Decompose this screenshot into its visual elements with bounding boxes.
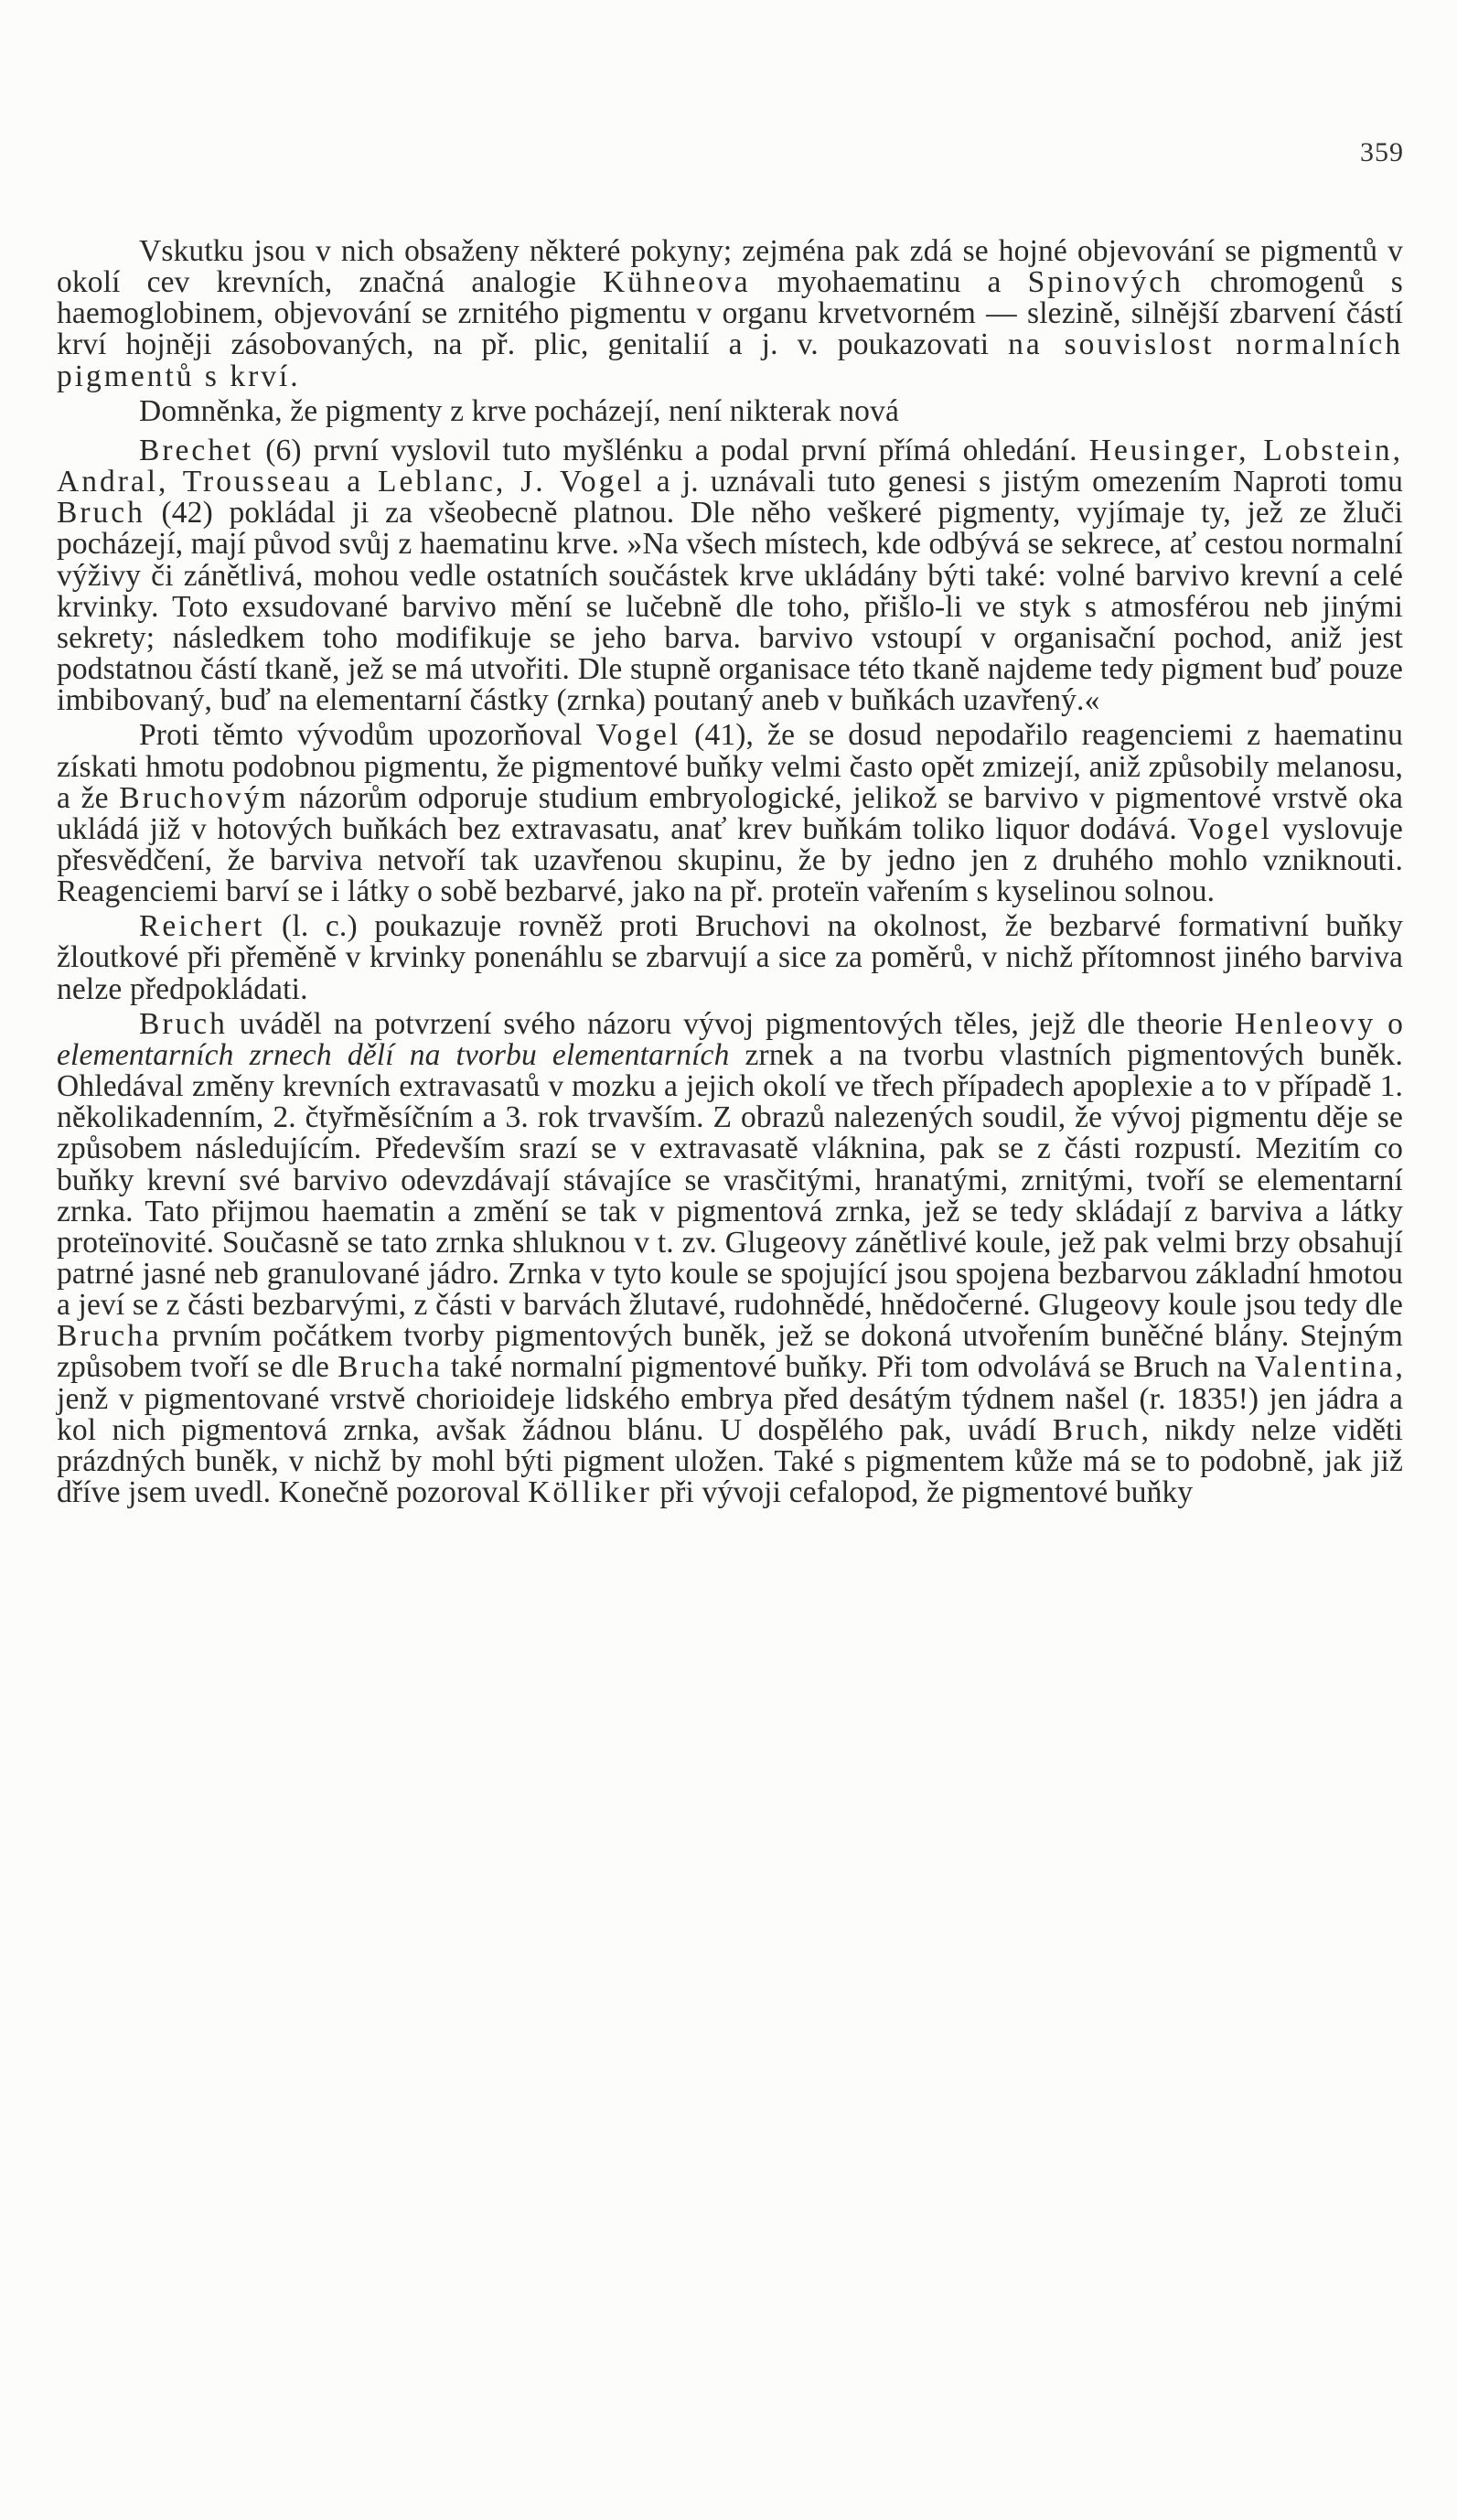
text-run: Vskutku jsou v nich obsaženy některé pokyny; zejména pak zdá se hojné objevování se pigmentů v okolí cev krevních, značná analogie <box>57 234 1403 300</box>
text-run: myohaematinu a <box>750 265 1028 300</box>
text-run: (41), že se dosud nepodařilo reagenciemi z haematinu získati hmotu podobnou pigmentu, že pigmentové buňky velmi často opět zmizejí, aniž způsobily melanosu, a že <box>57 718 1403 815</box>
text-run: o <box>1376 1006 1403 1041</box>
author-name: Brucha <box>57 1319 162 1354</box>
author-name: Henleovy <box>1234 1006 1377 1041</box>
page-number: 359 <box>1360 137 1404 167</box>
paragraph-1 <box>57 236 1403 392</box>
text-run: prvním počátkem tvorby pigmentových buněk, jež se dokoná utvořením buněčné blány. Stejným způsobem tvoří se dle <box>57 1319 1403 1385</box>
text-run: uváděl na potvrzení svého názoru vývoj pigmentových těles, jejž dle theorie <box>227 1006 1235 1041</box>
author-name: Bruchovým <box>119 780 289 815</box>
text-run: vyslovuje přesvědčení, že barviva netvoří tak uzavřenou skupinu, že by jedno jen z druhého mohlo vzniknouti. Reagenciemi barví se i látky o sobě bezbarvé, jako na př. proteïn vařením s kyselinou solnou. <box>57 811 1404 909</box>
paragraph-4 <box>57 720 1403 907</box>
author-name: Brechet <box>139 433 254 467</box>
text-run: při vývoji cefalopod, že pigmentové buňky <box>651 1475 1194 1510</box>
author-name: Spinových <box>1027 265 1184 300</box>
author-name: Reichert <box>139 909 265 944</box>
paragraph-2: Domněnka, že pigmenty z krve pocházejí, není nikterak nová <box>139 393 900 428</box>
text-run: zrnek a na tvorbu vlastních pigmentových buněk. Ohledával změny krevních extravasatů v mozku a jejich okolí ve třech případech apoplexie a to v případě 1. několikadenním, 2. čtyřměsíčním a 3. rok trvavším. Z obrazů nalezených soudil, že vývoj pigmentu děje se způsobem následujícím. Především srazí se v extravasatě vláknina, pak se z části rozpustí. Mezitím co buňky krevní své barvivo odevzdávají stávajíce se vrasčitými, hranatými, zrnitými, tvoří se elementarní zrnka. Tato přijmou haematin a změní se tak v pigmentová zrnka, jež se tedy skládají z barviva a látky proteïnovité. Současně se tato zrnka shluknou v t. zv. Glugeovy zánětlivé koule, jež pak velmi brzy obsahují patrné jasné neb granulované jádro. Zrnka v tyto koule se spojující jsou spojena bezbarvou základní hmotou a jeví se z části bezbarvými, z části v barvách žlutavé, rudohnědé, hnědočerné. Glugeovy koule jsou tedy dle <box>57 1037 1403 1323</box>
text-run: (l. c.) poukazuje rovněž proti Bruchovi na okolnost, že bezbarvé formativní buňky žloutkové při přeměně v krvinky ponenáhlu se zbarvují a sice za poměrů, v nichž přítomnost jiného barviva nelze předpokládati. <box>57 909 1403 1006</box>
author-name: Kölliker <box>528 1475 652 1510</box>
body-text <box>57 236 1403 1508</box>
paragraph-3 <box>57 435 1403 716</box>
author-name: Bruch <box>57 496 145 531</box>
paragraph-6 <box>57 1006 1404 1510</box>
author-name: Bruch <box>1052 1412 1141 1447</box>
text-run: a j. uznávali tuto genesi s jistým omezením Naproti tomu <box>644 465 1403 499</box>
author-name: Brucha <box>337 1350 443 1385</box>
text-run: (42) pokládal ji za všeobecně platnou. Dle něho veškeré pigmenty, vyjímaje ty, jež ze žluči pocházejí, mají původ svůj z haematinu krve. »Na všech místech, kde odbývá se sekrece, ať cestou normalní výživy či zánětlivá, mohou vedle ostatních součástek krve ukládány býti také: volné barvivo krevní a celé krvinky. Toto exsudované barvivo mění se lučebně dle toho, přišlo-li ve styk s atmosférou neb jinými sekrety; následkem toho modifikuje se jeho barva. barvivo vstoupí v organisační pochod, aniž jest podstatnou částí tkaně, jež se má utvořiti. Dle stupně organisace této tkaně najdeme tedy pigment buď pouze imbibovaný, buď na elementarní částky (zrnka) poutaný aneb v buňkách uzavřený.« <box>57 496 1403 718</box>
text-run: také normalní pigmentové buňky. Při tom odvolává se Bruch na <box>442 1350 1255 1385</box>
author-name: Kühneova <box>602 265 751 300</box>
author-name: Bruch <box>139 1006 228 1041</box>
italic-phrase: elementarních zrnech dělí na tvorbu elementarních <box>57 1037 730 1072</box>
text-run: Proti těmto vývodům upozorňoval <box>139 718 596 753</box>
text-run: chromogenů s haemoglobinem, objevování se zrnitého pigmentu v organu krvetvorném — slezině, silnější zbarvení částí krví hojněji zásobovaných, na př. plic, genitalií a j. v. poukazovati <box>57 265 1403 362</box>
emphasis: na souvislost normalních pigmentů s krví. <box>57 327 1403 393</box>
author-names: Heusinger, Lobstein, Andral, Trousseau a Leblanc, J. Vogel <box>57 433 1403 499</box>
author-name: Valentina <box>1254 1350 1396 1385</box>
text-run: (6) první vyslovil tuto myšlénku a podal první přímá ohledání. <box>253 433 1089 467</box>
author-name: Vogel <box>595 718 681 753</box>
paragraph-5 <box>57 911 1403 1004</box>
text-run: , jenž v pigmentované vrstvě chorioideje lidského embrya před desátým týdnem našel (r. 1835!) jen jádra a kol nich pigmentová zrnka, avšak žádnou blánu. U dospělého pak, uvádí <box>57 1350 1403 1447</box>
author-name: Vogel <box>1187 811 1272 846</box>
text-run: názorům odporuje studium embryologické, jelikož se barvivo v pigmentové vrstvě oka ukládá již v hotových buňkách bez extravasatu, anať krev buňkám toliko liquor dodává. <box>57 780 1403 846</box>
text-run: , nikdy nelze viděti prázdných buněk, v nichž by mohl býti pigment uložen. Také s pigmentem kůže má se to podobně, jak již dříve jsem uvedl. Konečně pozoroval <box>57 1412 1404 1510</box>
